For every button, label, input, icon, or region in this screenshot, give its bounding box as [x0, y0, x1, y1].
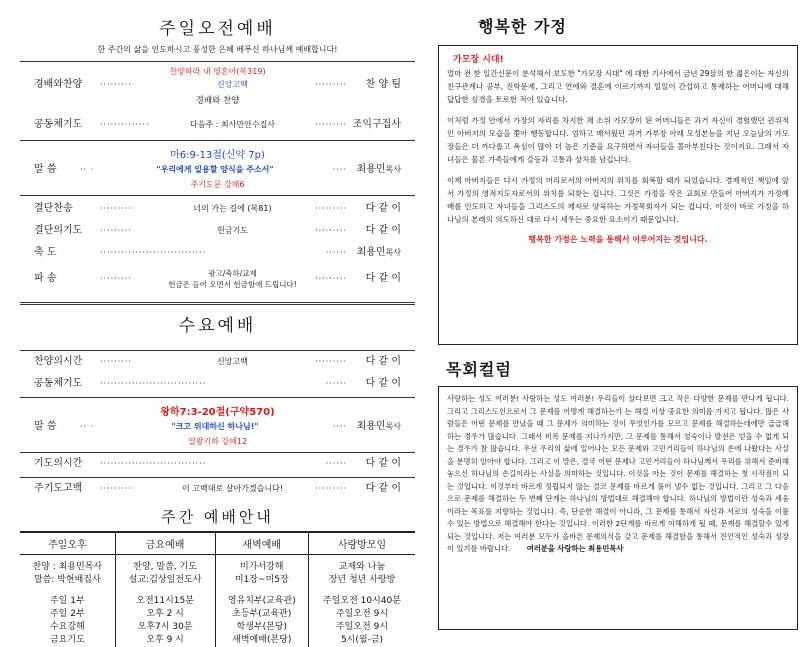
dots: ········· — [315, 80, 347, 89]
wed-series: 열왕기하 강해12 — [187, 437, 248, 446]
divider — [20, 397, 415, 398]
cell-line: 장년 청년 사랑방 — [328, 575, 396, 585]
cell-line: 5시(월-금) — [340, 635, 384, 645]
divider — [20, 195, 415, 196]
column-signature: 여러분을 사랑하는 최용민목사 — [526, 544, 624, 553]
dots: ········· — [315, 274, 347, 283]
order-label: 파 송 — [34, 273, 57, 284]
weekly-schedule-table — [20, 531, 415, 647]
order-row — [20, 198, 415, 220]
table-cell — [20, 555, 115, 588]
dots: ······························ — [100, 248, 207, 257]
dots: ········· — [315, 226, 347, 235]
order-row — [20, 418, 415, 436]
sunday-title: 주일오전예배 — [159, 19, 276, 39]
order-label: 공동체기도 — [34, 119, 83, 130]
preacher-name: 최용민 — [356, 421, 386, 432]
dots: ······························ — [100, 379, 207, 388]
wed-scripture: 왕하7:3-20절(구약570) — [160, 407, 275, 418]
order-label: 결단의기도 — [34, 225, 83, 236]
cell-line: 새벽예배(본당) — [232, 635, 292, 645]
pastor-title: 목사 — [385, 248, 401, 257]
order-row — [20, 220, 415, 242]
sermon-scripture — [20, 146, 415, 161]
sermon-series: 주기도문 강해6 — [190, 180, 245, 189]
order-leader — [357, 242, 401, 264]
cell-line: 찬양, 말씀, 기도 — [133, 562, 197, 572]
order-label: 기도의시간 — [34, 458, 83, 469]
cell-line: 미1장~미5장 — [234, 575, 289, 585]
dots: ······ — [325, 379, 347, 388]
order-item: 다음주 : 최사만안수집사 — [189, 120, 276, 129]
preacher-title: 목사 — [385, 422, 401, 431]
cell-line: 설교:김상일전도사 — [128, 575, 202, 585]
scripture-text: 마6:9-13절(신약 7p) — [170, 150, 265, 161]
divider — [20, 140, 415, 141]
order-leader: 조익구집사 — [352, 119, 401, 130]
dots: ········· — [315, 357, 347, 366]
order-leader: 찬 양 팀 — [365, 79, 401, 90]
order-leader: 다 같 이 — [365, 203, 401, 214]
dots: ········· — [100, 274, 132, 283]
table-row — [20, 555, 415, 588]
order-row — [20, 161, 415, 179]
order-label: 말 씀 — [34, 421, 57, 432]
order-row — [20, 453, 415, 475]
order-row — [20, 242, 415, 264]
dots: ···· — [332, 165, 347, 174]
col-header: 주일오후 — [20, 532, 115, 555]
cell-line: 오후 9 시 — [146, 635, 184, 645]
table-cell — [309, 555, 415, 588]
dots: ········· — [315, 120, 347, 129]
order-label: 공동체기도 — [34, 378, 83, 389]
order-label: 말 씀 — [34, 164, 57, 175]
order-item: 너의 가는 길에 (복81) — [193, 204, 272, 213]
cell-line: 주일오전 9시 — [335, 609, 389, 619]
cell-line: 수요강해 — [49, 622, 85, 632]
article-paragraph: 이제 아버지들은 다시 가정의 머리로서의 아버지의 위치를 회복할 때가 되었습니다. 경제적인 책임에 앞서 가정의 영적지도자로서의 위치를 되찾는 겁니다. 그것은 가정을 작은 교회로 만들어 아버지가 가정예배를 인도하고 자녀들을 그리스도의 제자로 양육하는 가정목회자가 되는 겁니다. 이것이 바로 가정을 하나님의 본래의 의도하신 대로 다시 세우는 중요한 요소이기 때문입니다. — [447, 176, 789, 224]
sending-notes — [130, 268, 335, 290]
happy-family-title: 행복한 가정 — [478, 17, 567, 36]
order-leader — [357, 418, 401, 436]
dots: ·············· — [100, 120, 150, 129]
dots: ······························ — [100, 459, 207, 468]
order-row — [20, 114, 415, 136]
sunday-subtitle: 한 주간의 삶을 인도하시고 풍성한 은혜 베푸신 하나님께 예배합니다! — [97, 45, 338, 54]
opening-hymn: 찬양하라 내 영혼아(복319) — [169, 67, 266, 76]
order-row — [20, 264, 415, 294]
cell-line: 오후 2 시 — [146, 609, 184, 619]
cell-line: 금요기도 — [49, 635, 85, 645]
article-closing: 행복한 가정은 노력을 통해서 이루어지는 것입니다. — [528, 235, 708, 244]
dots: ···· — [332, 422, 347, 431]
cell-line: 주일오전 10시40분 — [323, 596, 401, 606]
dots: ········· — [100, 357, 132, 366]
order-row — [20, 76, 415, 94]
dots: ········· — [100, 484, 132, 493]
col-header: 금요예배 — [115, 532, 215, 555]
col-header: 사랑방모임 — [309, 532, 415, 555]
cell-line: 찬양 : 최용민목사 — [32, 562, 103, 572]
table-cell — [215, 587, 308, 647]
order-label: 찬양의시간 — [34, 356, 83, 367]
order-label: 주기도고백 — [34, 483, 83, 494]
column-body: 사랑하는 성도 여러분! 사랑하는 성도 여러분! 우리들이 살다보면 크고 작은 다양한 문제를 만나게 됩니다. 그리고 그리스도인으로서 그 문제를 어떻게 해결하는가 는 해결 이상 중요한 의미를 가지고 됩니다. 많은 사람들은 어떤 문제를 만났을 때 그 문제가 의미하는 것이 무엇인가를 모르고 문제를 해결하는데에만 급급해 하는 경우가 많습니다. 그래서 비록 문제를 지나가지만, 그 문제를 통해서 성숙이나 발전은 얻을 수 없게 되는 경우가 참 많습니다. 우선 우리의 삶에 일어나는 모든 문제와 고민거리들이 하나님의 손에 나왔다는 사실을 분명히 알아야 합니다. 그리고 이 말은, 결국 어떤 문제나 고민거리들이 하나님께서 우리를 위해서 준비해 놓으신 하나님의 손길이라는 사실을 의미하는 것입니다. 이것을 아는 것이 문제를 해결하는 첫 시작점이 되는 것입니다. 이것부터 바르게 정립되지 않는 결코 문제를 바르게 풀어 낼수 없는 것입니다. 그리고 그 다음으로 문제를 해결하는 두 번째 단계는 하나님의 방법대로 해결해야 합니다. 하나님의 방법이란 성숙과 세움이라는 목표를 지향하는 것입니다. 즉, 단순한 해결이 아니라, 그 문제를 통해서 자신과 서로의 성숙을 이룰수 있는 방법으로 해결해야 한다는 것입니다. 이러한 2단계를 바르게 이해하게 될 때, 문제를 해결할수 있게 되는 것입니다. 저는 여러분 모두가 올바른 문제의식을 갖고 문제를 해결함을 통해서 진인적인 성숙과 성장이 있기를 바랍니다. — [447, 394, 789, 553]
preacher-title: 목사 — [385, 165, 401, 174]
cell-line: 오전11시15분 — [136, 596, 194, 606]
table-cell — [115, 555, 215, 588]
pastor-column-title: 목회컬럼 — [446, 360, 512, 379]
order-label: 경배와찬양 — [34, 79, 83, 90]
pastor-column-box — [438, 386, 798, 630]
cell-line: 말씀: 박현배집사 — [33, 575, 101, 585]
order-item: 헌금기도 — [217, 226, 248, 235]
cell-line: 미가서강해 — [240, 562, 284, 572]
weekly-title: 주간 예배안내 — [161, 508, 274, 526]
order-label: 결단찬송 — [34, 203, 73, 214]
table-row — [20, 587, 415, 647]
order-leader — [357, 161, 401, 179]
dots: ········· — [100, 204, 132, 213]
dots: ········· — [100, 226, 132, 235]
col-header: 새벽예배 — [215, 532, 308, 555]
cell-line: 교제와 나눔 — [338, 562, 386, 572]
wed-sermon-title: "크고 위대하신 하나님!" — [171, 422, 259, 431]
cell-line: 오후7시 30분 — [137, 622, 193, 632]
sending-item: 광고/축하/교제 — [208, 269, 257, 278]
order-item: 이 고백대로 살아가겠습니다! — [181, 484, 284, 493]
order-row — [20, 373, 415, 395]
section-divider — [20, 302, 415, 305]
bulletin-left — [20, 0, 415, 645]
table-cell — [309, 587, 415, 647]
pastor-name: 최용민 — [356, 247, 386, 258]
column-text — [447, 393, 789, 556]
order-label: 축 도 — [34, 247, 57, 258]
dots: ········· — [315, 484, 347, 493]
order-row — [20, 351, 415, 373]
preacher-name: 최용민 — [356, 164, 386, 175]
bulletin-right — [438, 0, 798, 635]
order-leader: 다 같 이 — [365, 458, 401, 469]
table-cell — [215, 555, 308, 588]
cell-line: 초등부(교육관) — [232, 609, 292, 619]
cell-line: 주일 1부 — [49, 596, 85, 606]
offering-note: 헌금은 들어 오면서 헌금함에 드립니다! — [168, 280, 297, 289]
article-title: 가모장 시대! — [453, 55, 504, 65]
order-item: 신앙고백 — [217, 357, 248, 366]
table-header-row — [20, 532, 415, 555]
order-leader: 다 같 이 — [365, 378, 401, 389]
order-item: 신앙고백 — [217, 80, 248, 89]
dots: ········· — [100, 80, 132, 89]
table-cell — [115, 587, 215, 647]
order-leader: 다 같 이 — [365, 356, 401, 367]
order-subitem: 경배와 찬양 — [195, 96, 240, 106]
table-cell — [20, 587, 115, 647]
happy-family-box — [438, 45, 798, 345]
order-leader: 다 같 이 — [365, 273, 401, 284]
order-leader: 다 같 이 — [365, 483, 401, 494]
cell-line: 영유치부(교육관) — [227, 596, 296, 606]
article-paragraph: 얼마 전 한 일간신문이 분석해서 보도한 "가모장 시대" 에 대한 기사에서 금년 29살의 한 젊은이는 자신의 친구관계나 공부, 진학문제, 그리고 연애와 결혼에 이르기까지 일일이 간섭하고 통제하는 어머니에 대해 답답한 심경을 토로한 적이 있습니다. — [447, 69, 790, 104]
dots: ········· — [315, 204, 347, 213]
dots: ·· · — [80, 165, 95, 174]
dots: ·· · — [80, 422, 95, 431]
wednesday-title: 수요예배 — [178, 316, 257, 336]
order-leader: 다 같 이 — [365, 225, 401, 236]
cell-line: 주일 2부 — [49, 609, 85, 619]
cell-line: 주일오전 9시 — [335, 622, 389, 632]
sermon-title: "우리에게 일용할 양식을 주소서" — [156, 165, 274, 174]
order-row — [20, 478, 415, 500]
dots: ······ — [325, 248, 347, 257]
cell-line: 학생부(본당) — [236, 622, 288, 632]
dots: ······ — [325, 459, 347, 468]
article-paragraph: 이처럼 가정 안에서 가장의 자리를 차지한 채 소위 가모장이 된 어머니들은 과거 자신이 경험했던 권위적인 아버지의 모습을 쫓아 행동합니다. 엄하고 매서웠던 과거 가부장 아래 모성본능을 지닌 오늘날의 가모장들은 더 까다롭고 욕심이 많아 더 높은 기준을 요구하면서 자녀들을 몰아부친다는 것이지요. 그래서 자녀들은 물론 가족들에게 갈등과 고통과 상처를 남깁니다. — [447, 116, 789, 164]
